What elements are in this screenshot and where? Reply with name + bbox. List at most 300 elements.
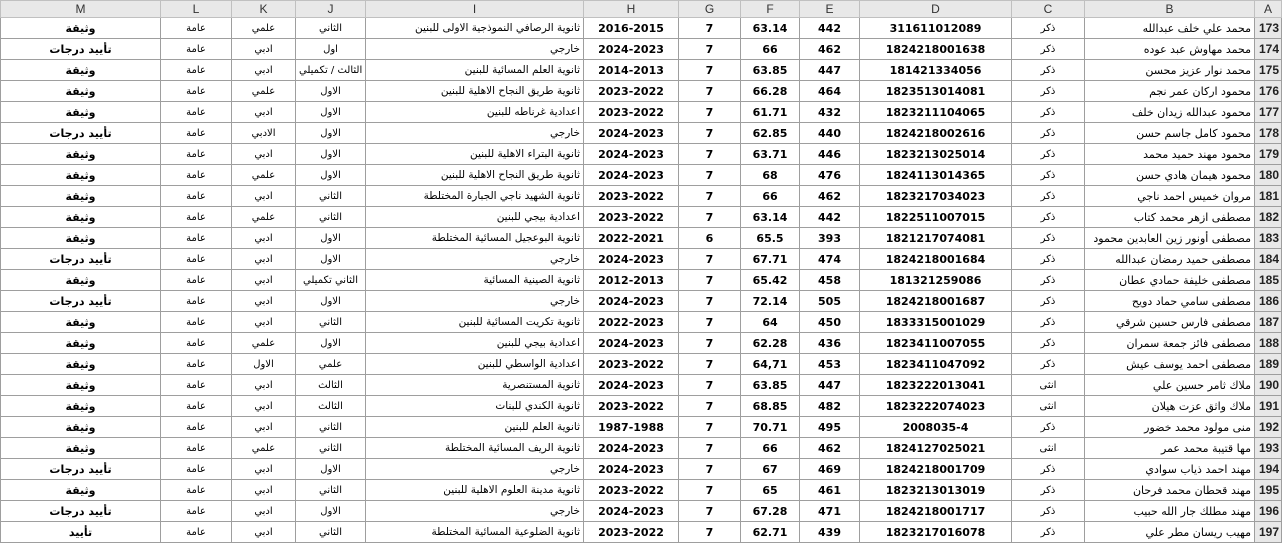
cell-e[interactable]: 447 [800,60,860,81]
cell-d[interactable]: 1833315001029 [860,312,1012,333]
cell-f[interactable]: 62.71 [741,522,800,543]
cell-d[interactable]: 1824218001709 [860,459,1012,480]
cell-b[interactable]: محمد مهاوش عبد عوده [1085,39,1255,60]
cell-h[interactable]: 2023-2022 [584,81,679,102]
cell-k[interactable]: ادبي [232,480,296,501]
cell-h[interactable]: 2023-2022 [584,186,679,207]
cell-b[interactable]: مهند قحطان محمد فرحان [1085,480,1255,501]
cell-e[interactable]: 474 [800,249,860,270]
cell-g[interactable]: 7 [679,459,741,480]
cell-f[interactable]: 63.71 [741,144,800,165]
row-number[interactable]: 185 [1255,270,1282,291]
cell-k[interactable]: ادبي [232,375,296,396]
cell-c[interactable]: ذكر [1012,228,1085,249]
row-number[interactable]: 190 [1255,375,1282,396]
cell-c[interactable]: ذكر [1012,522,1085,543]
cell-d[interactable]: 1823222074023 [860,396,1012,417]
cell-j[interactable]: الثالث [296,396,366,417]
cell-g[interactable]: 7 [679,312,741,333]
cell-g[interactable]: 7 [679,81,741,102]
cell-l[interactable]: عامة [161,270,232,291]
cell-j[interactable]: الاول [296,165,366,186]
cell-h[interactable]: 2024-2023 [584,333,679,354]
column-header-g[interactable]: G [679,1,741,18]
cell-i[interactable]: ثانوية الرصافي النموذجية الاولى للبنين [366,18,584,39]
cell-j[interactable]: الاول [296,249,366,270]
cell-f[interactable]: 63.14 [741,207,800,228]
cell-l[interactable]: عامة [161,333,232,354]
cell-g[interactable]: 7 [679,501,741,522]
cell-g[interactable]: 6 [679,228,741,249]
cell-b[interactable]: محمود كامل جاسم حسن [1085,123,1255,144]
cell-k[interactable]: ادبي [232,102,296,123]
cell-k[interactable]: ادبي [232,291,296,312]
cell-i[interactable]: ثانوية البوعجيل المسائية المختلطة [366,228,584,249]
column-header-k[interactable]: K [232,1,296,18]
cell-b[interactable]: محمود هيمان هادي حسن [1085,165,1255,186]
cell-i[interactable]: ثانوية الشهيد ناجي الجبارة المختلطة [366,186,584,207]
cell-g[interactable]: 7 [679,60,741,81]
cell-c[interactable]: ذكر [1012,249,1085,270]
cell-m[interactable]: وثيقة [1,333,161,354]
cell-b[interactable]: مهند مطلك جار الله حبيب [1085,501,1255,522]
cell-k[interactable]: ادبي [232,228,296,249]
cell-h[interactable]: 2022-2023 [584,312,679,333]
cell-g[interactable]: 7 [679,522,741,543]
cell-i[interactable]: اعدادية الواسطي للبنين [366,354,584,375]
cell-f[interactable]: 72.14 [741,291,800,312]
cell-d[interactable]: 1823213025014 [860,144,1012,165]
cell-c[interactable]: ذكر [1012,354,1085,375]
cell-d[interactable]: 181421334056 [860,60,1012,81]
cell-f[interactable]: 66.28 [741,81,800,102]
cell-e[interactable]: 462 [800,438,860,459]
cell-k[interactable]: ادبي [232,459,296,480]
row-number[interactable]: 173 [1255,18,1282,39]
cell-b[interactable]: مصطفى خليفة حمادي عطان [1085,270,1255,291]
cell-b[interactable]: ملاك ثامر حسين علي [1085,375,1255,396]
cell-j[interactable]: الثاني [296,522,366,543]
column-header-h[interactable]: H [584,1,679,18]
cell-j[interactable]: الاول [296,459,366,480]
cell-l[interactable]: عامة [161,522,232,543]
cell-f[interactable]: 68 [741,165,800,186]
cell-i[interactable]: خارجي [366,39,584,60]
cell-m[interactable]: وثيقة [1,480,161,501]
cell-h[interactable]: 2023-2022 [584,207,679,228]
cell-l[interactable]: عامة [161,39,232,60]
cell-j[interactable]: الاول [296,228,366,249]
cell-b[interactable]: محمود مهند حميد محمد [1085,144,1255,165]
cell-i[interactable]: خارجي [366,123,584,144]
cell-i[interactable]: ثانوية الريف المسائية المختلطة [366,438,584,459]
cell-d[interactable]: 1823217016078 [860,522,1012,543]
cell-i[interactable]: ثانوية العلم المسائية للبنين [366,60,584,81]
cell-k[interactable]: ادبي [232,186,296,207]
cell-j[interactable]: الاول [296,102,366,123]
cell-e[interactable]: 393 [800,228,860,249]
cell-d[interactable]: 1824218001684 [860,249,1012,270]
cell-f[interactable]: 64,71 [741,354,800,375]
cell-l[interactable]: عامة [161,60,232,81]
cell-d[interactable]: 1823411047092 [860,354,1012,375]
cell-b[interactable]: ملاك واثق عزت هيلان [1085,396,1255,417]
cell-i[interactable]: خارجي [366,459,584,480]
cell-c[interactable]: ذكر [1012,39,1085,60]
cell-j[interactable]: اول [296,39,366,60]
cell-f[interactable]: 64 [741,312,800,333]
cell-b[interactable]: مصطفى فائز جمعة سمران [1085,333,1255,354]
cell-d[interactable]: 1823411007055 [860,333,1012,354]
cell-d[interactable]: 1824127025021 [860,438,1012,459]
cell-h[interactable]: 2024-2023 [584,459,679,480]
cell-d[interactable]: 1823513014081 [860,81,1012,102]
row-number[interactable]: 177 [1255,102,1282,123]
cell-h[interactable]: 2023-2022 [584,102,679,123]
cell-j[interactable]: علمي [296,354,366,375]
cell-b[interactable]: مها قتيبة محمد عمر [1085,438,1255,459]
row-number[interactable]: 194 [1255,459,1282,480]
cell-b[interactable]: محمود اركان عمر نجم [1085,81,1255,102]
cell-e[interactable]: 436 [800,333,860,354]
cell-i[interactable]: خارجي [366,501,584,522]
row-number[interactable]: 180 [1255,165,1282,186]
cell-h[interactable]: 2024-2023 [584,375,679,396]
cell-e[interactable]: 453 [800,354,860,375]
column-header-l[interactable]: L [161,1,232,18]
cell-h[interactable]: 2022-2021 [584,228,679,249]
cell-j[interactable]: الاول [296,81,366,102]
cell-f[interactable]: 63.85 [741,375,800,396]
cell-k[interactable]: علمي [232,333,296,354]
cell-l[interactable]: عامة [161,417,232,438]
cell-e[interactable]: 458 [800,270,860,291]
cell-i[interactable]: ثانوية العلم للبنين [366,417,584,438]
column-header-i[interactable]: I [366,1,584,18]
row-number[interactable]: 178 [1255,123,1282,144]
cell-h[interactable]: 2024-2023 [584,144,679,165]
cell-h[interactable]: 2024-2023 [584,291,679,312]
cell-k[interactable]: ادبي [232,60,296,81]
cell-b[interactable]: مصطفى أونور زين العابدين محمود [1085,228,1255,249]
cell-k[interactable]: علمي [232,81,296,102]
cell-c[interactable]: ذكر [1012,312,1085,333]
cell-d[interactable]: 1824113014365 [860,165,1012,186]
cell-j[interactable]: الاول [296,333,366,354]
cell-e[interactable]: 447 [800,375,860,396]
cell-i[interactable]: ثانوية مدينة العلوم الاهلية للبنين [366,480,584,501]
cell-i[interactable]: ثانوية الضلوعية المسائية المختلطة [366,522,584,543]
cell-c[interactable]: ذكر [1012,102,1085,123]
cell-m[interactable]: وثيقة [1,144,161,165]
column-header-e[interactable]: E [800,1,860,18]
cell-g[interactable]: 7 [679,102,741,123]
cell-k[interactable]: ادبي [232,501,296,522]
cell-g[interactable]: 7 [679,123,741,144]
cell-l[interactable]: عامة [161,480,232,501]
cell-e[interactable]: 471 [800,501,860,522]
cell-i[interactable]: ثانوية الكندي للبنات [366,396,584,417]
row-number[interactable]: 195 [1255,480,1282,501]
cell-e[interactable]: 450 [800,312,860,333]
cell-j[interactable]: الثاني [296,18,366,39]
cell-l[interactable]: عامة [161,123,232,144]
cell-l[interactable]: عامة [161,81,232,102]
cell-g[interactable]: 7 [679,270,741,291]
cell-i[interactable]: اعدادية غرناطه للبنين [366,102,584,123]
cell-d[interactable]: 1823211104065 [860,102,1012,123]
cell-m[interactable]: تأييد درجات [1,459,161,480]
cell-h[interactable]: 2023-2022 [584,480,679,501]
cell-g[interactable]: 7 [679,39,741,60]
cell-l[interactable]: عامة [161,186,232,207]
cell-l[interactable]: عامة [161,291,232,312]
cell-d[interactable]: 1823213013019 [860,480,1012,501]
cell-k[interactable]: الاول [232,354,296,375]
cell-j[interactable]: الثاني [296,438,366,459]
cell-l[interactable]: عامة [161,438,232,459]
cell-g[interactable]: 7 [679,249,741,270]
row-number[interactable]: 189 [1255,354,1282,375]
cell-k[interactable]: ادبي [232,396,296,417]
cell-b[interactable]: مصطفى ازهر محمد كتاب [1085,207,1255,228]
cell-j[interactable]: الثاني [296,417,366,438]
row-number[interactable]: 181 [1255,186,1282,207]
cell-i[interactable]: خارجي [366,291,584,312]
cell-h[interactable]: 2024-2023 [584,123,679,144]
cell-m[interactable]: وثيقة [1,81,161,102]
cell-l[interactable]: عامة [161,18,232,39]
cell-m[interactable]: وثيقة [1,228,161,249]
cell-d[interactable]: 2008035-4 [860,417,1012,438]
row-number[interactable]: 174 [1255,39,1282,60]
cell-f[interactable]: 63.14 [741,18,800,39]
cell-m[interactable]: تأييد درجات [1,39,161,60]
cell-c[interactable]: ذكر [1012,186,1085,207]
cell-c[interactable]: انثى [1012,396,1085,417]
cell-j[interactable]: الثاني [296,480,366,501]
column-header-j[interactable]: J [296,1,366,18]
cell-f[interactable]: 63.85 [741,60,800,81]
cell-e[interactable]: 462 [800,39,860,60]
cell-b[interactable]: مروان خميس احمد ناجي [1085,186,1255,207]
cell-j[interactable]: الثالث / تكميلي [296,60,366,81]
cell-i[interactable]: ثانوية طريق النجاح الاهلية للبنين [366,165,584,186]
row-number[interactable]: 187 [1255,312,1282,333]
cell-m[interactable]: وثيقة [1,312,161,333]
row-number[interactable]: 186 [1255,291,1282,312]
cell-e[interactable]: 446 [800,144,860,165]
cell-f[interactable]: 65 [741,480,800,501]
cell-e[interactable]: 482 [800,396,860,417]
cell-g[interactable]: 7 [679,396,741,417]
cell-i[interactable]: خارجي [366,249,584,270]
cell-h[interactable]: 2024-2023 [584,249,679,270]
cell-j[interactable]: الثاني تكميلي [296,270,366,291]
cell-k[interactable]: علمي [232,438,296,459]
cell-l[interactable]: عامة [161,102,232,123]
cell-f[interactable]: 62.85 [741,123,800,144]
cell-e[interactable]: 461 [800,480,860,501]
cell-d[interactable]: 1821217074081 [860,228,1012,249]
cell-b[interactable]: مصطفى فارس حسين شرقي [1085,312,1255,333]
cell-k[interactable]: ادبي [232,312,296,333]
cell-f[interactable]: 66 [741,186,800,207]
cell-e[interactable]: 432 [800,102,860,123]
cell-h[interactable]: 2014-2013 [584,60,679,81]
cell-k[interactable]: ادبي [232,39,296,60]
cell-h[interactable]: 2016-2015 [584,18,679,39]
cell-j[interactable]: الاول [296,144,366,165]
cell-m[interactable]: وثيقة [1,396,161,417]
cell-g[interactable]: 7 [679,207,741,228]
cell-b[interactable]: محمد نوار عزيز محسن [1085,60,1255,81]
cell-d[interactable]: 1823222013041 [860,375,1012,396]
row-number[interactable]: 182 [1255,207,1282,228]
cell-f[interactable]: 67.71 [741,249,800,270]
cell-l[interactable]: عامة [161,144,232,165]
cell-j[interactable]: الاول [296,291,366,312]
cell-c[interactable]: ذكر [1012,165,1085,186]
row-number[interactable]: 191 [1255,396,1282,417]
cell-m[interactable]: تأييد درجات [1,123,161,144]
cell-f[interactable]: 65.5 [741,228,800,249]
cell-f[interactable]: 65.42 [741,270,800,291]
column-header-m[interactable]: M [1,1,161,18]
cell-l[interactable]: عامة [161,501,232,522]
cell-f[interactable]: 70.71 [741,417,800,438]
cell-h[interactable]: 2024-2023 [584,438,679,459]
cell-j[interactable]: الثاني [296,207,366,228]
cell-d[interactable]: 1824218001687 [860,291,1012,312]
cell-m[interactable]: وثيقة [1,102,161,123]
cell-d[interactable]: 1822511007015 [860,207,1012,228]
row-number[interactable]: 175 [1255,60,1282,81]
cell-i[interactable]: ثانوية تكريت المسائية للبنين [366,312,584,333]
cell-d[interactable]: 1824218001638 [860,39,1012,60]
column-header-f[interactable]: F [741,1,800,18]
cell-f[interactable]: 61.71 [741,102,800,123]
cell-c[interactable]: ذكر [1012,417,1085,438]
cell-g[interactable]: 7 [679,417,741,438]
row-number[interactable]: 179 [1255,144,1282,165]
cell-k[interactable]: ادبي [232,249,296,270]
cell-i[interactable]: ثانوية الصينية المسائية [366,270,584,291]
cell-b[interactable]: محمود عبدالله زيدان خلف [1085,102,1255,123]
cell-m[interactable]: وثيقة [1,60,161,81]
cell-m[interactable]: وثيقة [1,417,161,438]
cell-e[interactable]: 442 [800,207,860,228]
cell-d[interactable]: 1824218002616 [860,123,1012,144]
cell-l[interactable]: عامة [161,207,232,228]
cell-j[interactable]: الثاني [296,186,366,207]
cell-g[interactable]: 7 [679,333,741,354]
cell-f[interactable]: 66 [741,438,800,459]
cell-i[interactable]: اعدادية بيجي للبنين [366,333,584,354]
cell-k[interactable]: ادبي [232,270,296,291]
cell-j[interactable]: الثاني [296,312,366,333]
cell-c[interactable]: ذكر [1012,207,1085,228]
row-number[interactable]: 192 [1255,417,1282,438]
cell-h[interactable]: 2012-2013 [584,270,679,291]
cell-c[interactable]: ذكر [1012,459,1085,480]
row-number[interactable]: 184 [1255,249,1282,270]
row-number[interactable]: 196 [1255,501,1282,522]
cell-d[interactable]: 1823217034023 [860,186,1012,207]
cell-k[interactable]: علمي [232,207,296,228]
row-number[interactable]: 176 [1255,81,1282,102]
cell-l[interactable]: عامة [161,249,232,270]
cell-e[interactable]: 462 [800,186,860,207]
cell-k[interactable]: ادبي [232,417,296,438]
cell-b[interactable]: مهيب ريسان مطر علي [1085,522,1255,543]
cell-f[interactable]: 67.28 [741,501,800,522]
cell-h[interactable]: 2023-2022 [584,354,679,375]
cell-k[interactable]: علمي [232,165,296,186]
cell-b[interactable]: مصطفى احمد يوسف عيش [1085,354,1255,375]
cell-i[interactable]: ثانوية طريق النجاح الاهلية للبنين [366,81,584,102]
cell-m[interactable]: تأييد درجات [1,291,161,312]
cell-m[interactable]: وثيقة [1,18,161,39]
cell-l[interactable]: عامة [161,228,232,249]
cell-i[interactable]: ثانوية البتراء الاهلية للبنين [366,144,584,165]
cell-b[interactable]: مصطفى سامي حماد دويح [1085,291,1255,312]
cell-e[interactable]: 469 [800,459,860,480]
row-number[interactable]: 183 [1255,228,1282,249]
cell-e[interactable]: 505 [800,291,860,312]
cell-c[interactable]: ذكر [1012,18,1085,39]
cell-b[interactable]: مهند احمد ذياب سوادي [1085,459,1255,480]
cell-h[interactable]: 2024-2023 [584,39,679,60]
cell-k[interactable]: علمي [232,18,296,39]
cell-c[interactable]: انثى [1012,375,1085,396]
cell-k[interactable]: ادبي [232,522,296,543]
cell-c[interactable]: ذكر [1012,480,1085,501]
cell-g[interactable]: 7 [679,18,741,39]
cell-c[interactable]: ذكر [1012,144,1085,165]
cell-m[interactable]: وثيقة [1,186,161,207]
cell-j[interactable]: الاول [296,501,366,522]
cell-m[interactable]: تأييد درجات [1,249,161,270]
cell-g[interactable]: 7 [679,186,741,207]
cell-m[interactable]: وثيقة [1,270,161,291]
cell-g[interactable]: 7 [679,375,741,396]
cell-c[interactable]: ذكر [1012,501,1085,522]
column-header-a[interactable]: A [1255,1,1282,18]
cell-h[interactable]: 2023-2022 [584,396,679,417]
cell-i[interactable]: ثانوية المستنصرية [366,375,584,396]
cell-d[interactable]: 311611012089 [860,18,1012,39]
cell-g[interactable]: 7 [679,144,741,165]
cell-l[interactable]: عامة [161,396,232,417]
cell-i[interactable]: اعدادية بيجي للبنين [366,207,584,228]
column-header-d[interactable]: D [860,1,1012,18]
cell-e[interactable]: 495 [800,417,860,438]
cell-c[interactable]: ذكر [1012,291,1085,312]
row-number[interactable]: 188 [1255,333,1282,354]
cell-m[interactable]: وثيقة [1,165,161,186]
cell-j[interactable]: الاول [296,123,366,144]
cell-k[interactable]: الادبي [232,123,296,144]
cell-b[interactable]: منى مولود محمد خضور [1085,417,1255,438]
cell-e[interactable]: 440 [800,123,860,144]
cell-g[interactable]: 7 [679,165,741,186]
row-number[interactable]: 193 [1255,438,1282,459]
cell-g[interactable]: 7 [679,438,741,459]
cell-e[interactable]: 464 [800,81,860,102]
cell-e[interactable]: 476 [800,165,860,186]
cell-l[interactable]: عامة [161,375,232,396]
